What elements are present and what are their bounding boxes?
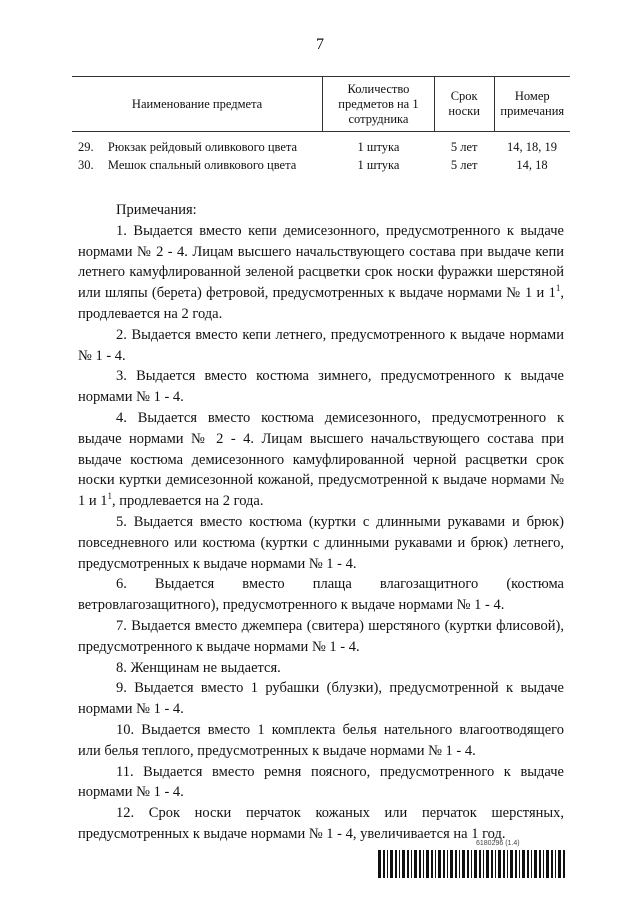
row-wear-term: 5 лет [450, 158, 478, 172]
header-wear-term: Срок носки [434, 77, 494, 132]
note-2: 2. Выдается вместо кепи летнего, предусмотренного к выдаче нормами № 1 - 4. [78, 326, 564, 364]
barcode-label: 6180296 (1.4) [476, 840, 520, 847]
note-4-text: 4. Выдается вместо костюма демисезонного, предусмотренного к выдаче нормами № 2 - 4. Лицам высшего начальствующего состава при выдаче костюма демисезонного камуфлированной черной расцветки срок носки куртки демисезонной кожаной, предусмотренной к выдаче нормами № 1 и 1 [78, 409, 564, 510]
row-number: 30. [78, 158, 94, 172]
barcode-image [378, 850, 566, 878]
notes-section [78, 200, 564, 845]
header-item-name: Наименование предмета [72, 77, 323, 132]
row-note-number: 14, 18, 19 [507, 140, 558, 154]
header-quantity: Количество предметов на 1 сотрудника [323, 77, 435, 132]
note-1-superscript: 1 [555, 283, 561, 294]
note-1-text: 1. Выдается вместо кепи демисезонного, предусмотренного к выдаче нормами № 2 - 4. Лицам высшего начальствующего состава при выдаче кепи летнего камуфлированной зеленой расцветки срок носки фуражки шерстяной или шляпы (берета) фетровой, предусмотренных к выдаче нормами № 1 и 1 [78, 222, 564, 302]
table-header-row [72, 77, 570, 132]
note-8: 8. Женщинам не выдается. [116, 659, 281, 676]
row-number: 29. [78, 140, 94, 154]
row-wear-term: 5 лет [450, 140, 478, 154]
note-3: 3. Выдается вместо костюма зимнего, предусмотренного к выдаче нормами № 1 - 4. [78, 368, 564, 406]
note-6: 6. Выдается вместо плаща влагозащитного (костюма ветровлагозащитного), предусмотренного к выдаче нормами № 1 - 4. [78, 576, 564, 614]
note-1 [78, 221, 564, 325]
note-10: 10. Выдается вместо 1 комплекта белья нательного влагоотводящего или белья теплого, предусмотренных к выдаче нормами № 1 - 4. [78, 721, 564, 759]
row-quantity: 1 штука [357, 140, 400, 154]
note-5: 5. Выдается вместо костюма (куртки с длинными рукавами и брюк) повседневного или костюма (куртки с длинными рукавами и брюк) летнего, предусмотренных к выдаче нормами № 1 - 4. [78, 513, 564, 572]
table-row [72, 156, 570, 174]
note-9: 9. Выдается вместо 1 рубашки (блузки), предусмотренной к выдаче нормами № 1 - 4. [78, 680, 564, 718]
note-4-tail: , продлевается на 2 года. [112, 493, 264, 510]
note-12: 12. Срок носки перчаток кожаных или перчаток шерстяных, предусмотренных к выдаче нормами № 1 - 4, увеличивается на 1 год. [78, 805, 564, 842]
row-item-name: Рюкзак рейдовый оливкового цвета [107, 140, 298, 154]
notes-title: Примечания: [116, 202, 197, 218]
row-item-name: Мешок спальный оливкового цвета [107, 158, 297, 172]
table-row [72, 138, 570, 156]
note-1-tail: , продлевается на 2 года. [78, 285, 564, 322]
note-4 [78, 408, 564, 512]
note-11: 11. Выдается вместо ремня поясного, предусмотренного к выдаче нормами № 1 - 4. [78, 763, 564, 801]
note-4-superscript: 1 [107, 491, 113, 502]
row-quantity: 1 штука [357, 158, 400, 172]
note-7: 7. Выдается вместо джемпера (свитера) шерстяного (куртки флисовой), предусмотренного к выдаче нормами № 1 - 4. [78, 617, 564, 655]
page-number: 7 [316, 36, 324, 53]
row-note-number: 14, 18 [516, 158, 548, 172]
header-note-number: Номер примечания [494, 77, 570, 132]
items-table [72, 76, 570, 174]
